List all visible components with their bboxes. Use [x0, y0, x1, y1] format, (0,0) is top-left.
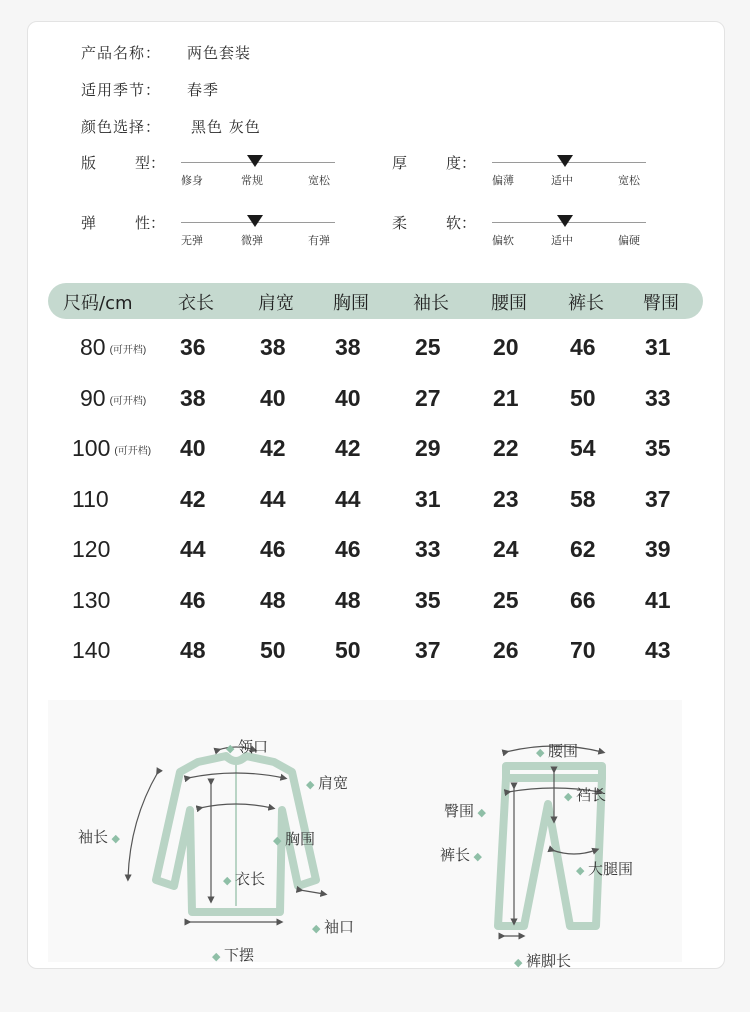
table-size-cell	[80, 334, 146, 361]
label-thigh: ◆ 大腿围	[576, 860, 633, 878]
info-label: 产品名称：	[81, 44, 162, 62]
scale-option: 宽松	[618, 174, 640, 187]
size-value: 100	[72, 435, 111, 461]
label-pants-length: 裤长 ◆	[440, 846, 482, 864]
table-size-cell	[80, 385, 146, 412]
scale-label-2: 型：	[135, 154, 166, 172]
table-cell: 26	[493, 637, 519, 663]
table-cell: 21	[493, 384, 519, 411]
size-note: (可开档)	[114, 446, 152, 458]
table-size-cell	[72, 435, 151, 462]
table-cell: 22	[493, 435, 519, 461]
label-sleeve: 袖长 ◆	[78, 828, 120, 846]
table-cell: 42	[180, 485, 206, 512]
scale-option: 偏薄	[492, 174, 514, 187]
table-header-cell: 胸围	[333, 293, 369, 314]
table-cell: 43	[645, 637, 671, 663]
scale-marker-icon	[247, 215, 263, 227]
info-label: 适用季节：	[81, 81, 162, 99]
table-cell: 66	[570, 586, 596, 613]
label-hip: 臀围 ◆	[444, 802, 486, 820]
info-product-name	[81, 42, 251, 63]
info-value: 两色套装	[187, 44, 252, 62]
table-cell: 33	[415, 536, 441, 562]
table-cell: 40	[335, 384, 361, 411]
table-cell: 35	[645, 435, 671, 461]
table-size-cell	[72, 637, 110, 664]
scale-option: 微弹	[241, 234, 263, 247]
size-table-header-bar	[48, 283, 703, 319]
label-chest: ◆ 胸围	[273, 830, 315, 848]
scale-marker-icon	[557, 155, 573, 167]
table-cell: 42	[335, 435, 361, 461]
table-cell: 48	[260, 586, 286, 613]
table-cell: 29	[415, 435, 441, 461]
table-cell: 50	[260, 637, 286, 663]
table-cell: 46	[180, 586, 206, 613]
table-cell: 31	[415, 485, 441, 512]
table-cell: 62	[570, 536, 596, 562]
table-cell: 46	[335, 536, 361, 562]
table-cell: 44	[335, 485, 361, 512]
table-cell: 36	[180, 334, 206, 360]
size-value: 140	[72, 637, 111, 663]
table-cell: 48	[335, 586, 361, 613]
table-cell: 48	[180, 637, 206, 663]
label-leg-opening: ◆ 裤脚长	[514, 952, 571, 970]
table-cell: 25	[415, 334, 441, 360]
scale-option: 无弹	[181, 234, 203, 247]
scale-marker-icon	[247, 155, 263, 167]
size-card	[27, 21, 725, 969]
scale-label-2: 软：	[446, 214, 477, 232]
table-cell: 46	[570, 334, 596, 360]
table-header-cell: 裤长	[568, 293, 604, 314]
scale-option: 常规	[241, 174, 263, 187]
table-cell: 46	[260, 536, 286, 562]
table-cell: 37	[415, 637, 441, 663]
info-label: 颜色选择：	[81, 118, 162, 136]
scale-option: 适中	[551, 174, 573, 187]
info-value: 黑色 灰色	[191, 118, 261, 136]
scale-option: 偏软	[492, 234, 514, 247]
table-cell: 38	[180, 384, 206, 411]
table-cell: 40	[180, 435, 206, 461]
table-cell: 41	[645, 586, 671, 613]
scale-option: 适中	[551, 234, 573, 247]
size-value: 130	[72, 586, 111, 613]
scale-option: 偏硬	[618, 234, 640, 247]
label-rise: ◆ 裆长	[564, 786, 606, 804]
scale-elasticity	[81, 212, 341, 252]
table-header-cell: 腰围	[491, 293, 527, 314]
scale-label-1: 柔	[392, 214, 408, 232]
scale-option: 宽松	[308, 174, 330, 187]
scale-label-2: 性：	[135, 214, 166, 232]
table-cell: 25	[493, 586, 519, 613]
table-cell: 54	[570, 435, 596, 461]
label-collar: ◆ 领口	[226, 738, 268, 756]
table-cell: 39	[645, 536, 671, 562]
table-cell: 38	[260, 334, 286, 360]
table-cell: 44	[180, 536, 206, 562]
info-value: 春季	[187, 81, 220, 99]
table-cell: 23	[493, 485, 519, 512]
table-cell: 31	[645, 334, 671, 360]
scale-label-1: 弹	[81, 214, 97, 232]
table-header-cell: 袖长	[413, 293, 449, 314]
table-cell: 40	[260, 384, 286, 411]
table-cell: 58	[570, 485, 596, 512]
label-hem: ◆ 下摆	[212, 946, 254, 964]
scale-thickness	[392, 152, 652, 192]
scale-label-1: 版	[81, 154, 97, 172]
size-value: 120	[72, 536, 111, 562]
table-cell: 70	[570, 637, 596, 663]
garment-illustration	[48, 700, 682, 962]
scale-fit	[81, 152, 341, 192]
table-cell: 35	[415, 586, 441, 613]
table-cell: 33	[645, 384, 671, 411]
label-shoulder: ◆ 肩宽	[306, 774, 348, 792]
table-size-cell	[72, 486, 109, 513]
label-length: ◆ 衣长	[223, 870, 265, 888]
table-size-cell	[72, 587, 110, 614]
size-note: (可开档)	[109, 345, 147, 357]
label-waist: ◆ 腰围	[536, 742, 578, 760]
info-season	[81, 79, 219, 100]
table-cell: 27	[415, 384, 441, 411]
scale-option: 有弹	[308, 234, 330, 247]
size-note: (可开档)	[109, 395, 147, 407]
table-cell: 50	[570, 384, 596, 411]
size-value: 110	[72, 485, 109, 512]
label-cuff: ◆ 袖口	[312, 918, 354, 936]
table-size-cell	[72, 536, 110, 563]
size-value: 90	[80, 384, 106, 411]
table-cell: 24	[493, 536, 519, 562]
scale-option: 修身	[181, 174, 203, 187]
scale-label-1: 厚	[392, 154, 408, 172]
info-color	[81, 116, 261, 137]
table-header-cell: 臀围	[643, 293, 679, 314]
table-cell: 50	[335, 637, 361, 663]
table-cell: 38	[335, 334, 361, 360]
measurement-diagram	[48, 700, 682, 970]
table-cell: 37	[645, 485, 671, 512]
scale-marker-icon	[557, 215, 573, 227]
scale-label-2: 度：	[446, 154, 477, 172]
table-header-cell: 衣长	[178, 293, 214, 314]
size-value: 80	[80, 334, 106, 360]
scale-softness	[392, 212, 652, 252]
table-cell: 44	[260, 485, 286, 512]
table-header-cell: 尺码/cm	[63, 293, 133, 314]
table-header-cell: 肩宽	[258, 293, 294, 314]
table-cell: 42	[260, 435, 286, 461]
table-cell: 20	[493, 334, 519, 360]
